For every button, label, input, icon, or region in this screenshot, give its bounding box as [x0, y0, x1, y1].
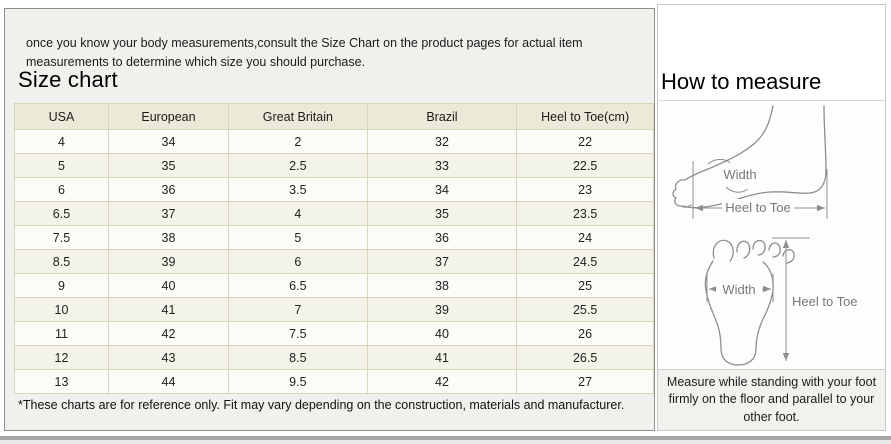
table-cell: 8.5	[229, 346, 368, 370]
table-cell: 43	[108, 346, 228, 370]
table-cell: 37	[367, 250, 517, 274]
table-column-header: Heel to Toe(cm)	[517, 104, 654, 130]
side-heel-to-toe-label: Heel to Toe	[725, 200, 791, 215]
table-row	[15, 178, 654, 202]
table-cell: 35	[108, 154, 228, 178]
table-cell: 40	[108, 274, 228, 298]
table-cell: 2	[229, 130, 368, 154]
table-cell: 25	[517, 274, 654, 298]
table-cell: 25.5	[517, 298, 654, 322]
foot-toes-outline	[673, 180, 691, 207]
table-cell: 12	[15, 346, 109, 370]
arrowhead-up	[783, 240, 789, 248]
table-cell: 6	[229, 250, 368, 274]
measure-note: Measure while standing with your foot firmly on the floor and parallel to your other foot.	[658, 370, 885, 430]
table-header-row	[15, 104, 654, 130]
toe3-outline	[753, 240, 765, 255]
table-cell: 27	[517, 370, 654, 394]
foot-sole-heel-outline	[683, 106, 826, 208]
table-cell: 42	[367, 370, 517, 394]
table-cell: 4	[15, 130, 109, 154]
table-cell: 37	[108, 202, 228, 226]
table-cell: 22.5	[517, 154, 654, 178]
size-chart-table	[14, 103, 654, 394]
table-cell: 34	[367, 178, 517, 202]
table-cell: 34	[108, 130, 228, 154]
table-cell: 9.5	[229, 370, 368, 394]
table-cell: 4	[229, 202, 368, 226]
table-cell: 36	[108, 178, 228, 202]
arrowhead-left	[695, 205, 703, 211]
table-cell: 6.5	[229, 274, 368, 298]
table-cell: 9	[15, 274, 109, 298]
table-cell: 33	[367, 154, 517, 178]
table-row	[15, 130, 654, 154]
table-cell: 44	[108, 370, 228, 394]
table-cell: 36	[367, 226, 517, 250]
table-cell: 5	[229, 226, 368, 250]
toe5-outline	[783, 250, 794, 263]
table-cell: 6.5	[15, 202, 109, 226]
table-cell: 24.5	[517, 250, 654, 274]
size-chart-panel	[4, 8, 655, 431]
table-row	[15, 346, 654, 370]
how-to-measure-panel	[657, 4, 886, 431]
table-cell: 8.5	[15, 250, 109, 274]
arrowhead-left	[709, 286, 717, 292]
top-heel-to-toe-label: Heel to Toe	[792, 294, 858, 309]
footprint-outline	[705, 261, 773, 365]
table-cell: 26	[517, 322, 654, 346]
table-cell: 32	[367, 130, 517, 154]
arrowhead-down	[783, 353, 789, 361]
table-row	[15, 370, 654, 394]
table-cell: 22	[517, 130, 654, 154]
big-toe-outline	[713, 240, 733, 261]
table-row	[15, 202, 654, 226]
table-cell: 7	[229, 298, 368, 322]
footprint-top-view-icon	[668, 228, 873, 369]
table-cell: 11	[15, 322, 109, 346]
table-cell: 41	[367, 346, 517, 370]
bottom-bar-shadow	[0, 440, 891, 444]
table-cell: 7.5	[15, 226, 109, 250]
table-cell: 42	[108, 322, 228, 346]
top-width-label: Width	[722, 282, 756, 297]
table-cell: 3.5	[229, 178, 368, 202]
table-cell: 38	[108, 226, 228, 250]
measure-diagrams	[658, 101, 885, 370]
table-row	[15, 298, 654, 322]
intro-text: once you know your body measurements,consult the Size Chart on the product pages for actual item measurements to determine which size you should purchase.	[26, 35, 583, 69]
table-cell: 39	[367, 298, 517, 322]
table-cell: 41	[108, 298, 228, 322]
table-cell: 5	[15, 154, 109, 178]
table-column-header: Brazil	[367, 104, 517, 130]
table-cell: 26.5	[517, 346, 654, 370]
toe2-outline	[737, 241, 750, 258]
size-chart-title: Size chart	[18, 67, 118, 92]
table-column-header: European	[108, 104, 228, 130]
foot-side-view-icon	[670, 103, 870, 227]
reference-footnote: *These charts are for reference only. Fit may vary depending on the construction, materials and manufacturer.	[18, 398, 625, 412]
table-row	[15, 226, 654, 250]
table-cell: 23	[517, 178, 654, 202]
table-cell: 35	[367, 202, 517, 226]
arrowhead-right	[817, 205, 825, 211]
side-width-label: Width	[723, 167, 757, 182]
table-row	[15, 322, 654, 346]
instep-arc	[726, 187, 748, 192]
table-body	[15, 130, 654, 394]
table-cell: 24	[517, 226, 654, 250]
how-to-measure-title: How to measure	[658, 5, 885, 101]
table-cell: 2.5	[229, 154, 368, 178]
table-column-header: USA	[15, 104, 109, 130]
table-cell: 38	[367, 274, 517, 298]
table-cell: 39	[108, 250, 228, 274]
table-cell: 23.5	[517, 202, 654, 226]
toe4-outline	[769, 243, 780, 257]
arrowhead-right	[763, 286, 771, 292]
table-cell: 6	[15, 178, 109, 202]
table-row	[15, 274, 654, 298]
table-row	[15, 154, 654, 178]
table-cell: 13	[15, 370, 109, 394]
table-cell: 7.5	[229, 322, 368, 346]
table-row	[15, 250, 654, 274]
table-cell: 40	[367, 322, 517, 346]
table-cell: 10	[15, 298, 109, 322]
table-column-header: Great Britain	[229, 104, 368, 130]
